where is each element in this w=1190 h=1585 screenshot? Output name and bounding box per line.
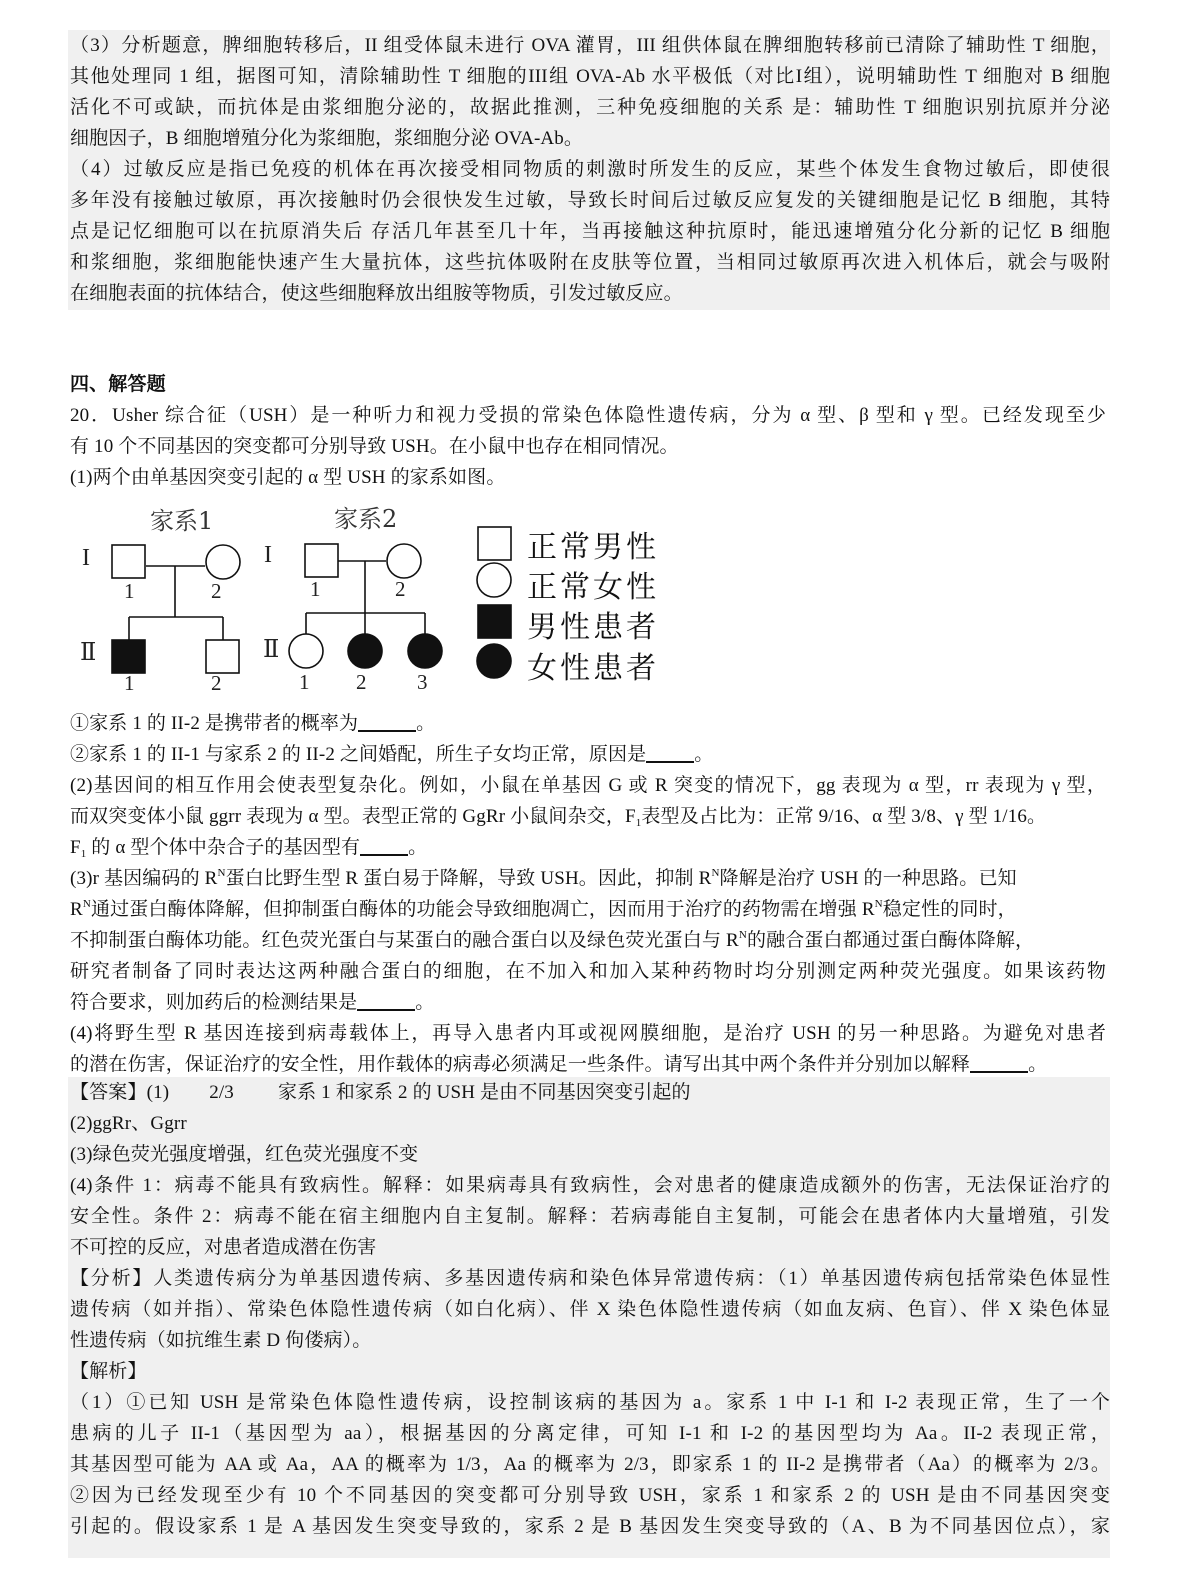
explanation-line: ②因为已经发现至少有 10 个不同基因的突变都可分别导致 USH，家系 1 和家系 2 的 USH 是由不同基因突变 [70,1485,1110,1506]
explanation-line: 引起的。假设家系 1 是 A 基因发生突变导致的，家系 2 是 B 基因发生突变导致的（A、B 为不同基因位点），家 [70,1516,1110,1537]
answer-line: 安全性。条件 2：病毒不能在宿主细胞内自主复制。解释：若病毒能自主复制，可能会在患者体内大量增殖，引发 [70,1206,1110,1227]
analysis-line: 其他处理同 1 组，据图可知，清除辅助性 T 细胞的III组 OVA-Ab 水平极低（对比I组），说明辅助性 T 细胞对 B 细胞 [70,66,1110,87]
section-heading: 四、解答题 [70,374,166,395]
analysis-line: （4）过敏反应是指已免疫的机体在再次接受相同物质的刺激时所发生的反应，某些个体发生食物过敏后，即使很 [70,159,1110,180]
analysis-line: 【分析】人类遗传病分为单基因遗传病、多基因遗传病和染色体异常遗传病：（1）单基因遗传病包括常染色体显性 [70,1268,1110,1289]
individual-number: 1 [124,579,135,603]
legend-label: 女性患者 [527,651,659,686]
analysis-line: 性遗传病（如抗维生素 D 佝偻病）。 [70,1330,372,1351]
legend-label: 男性患者 [527,610,659,645]
subquestion-2: $F_1$ 的 α 型个体中杂合子的基因型有 。 [70,837,428,860]
affected-female-symbol [408,634,442,668]
analysis-line: 遗传病（如并指）、常染色体隐性遗传病（如白化病）、伴 X 染色体隐性遗传病（如血友病、色盲）、伴 X 染色体显 [70,1299,1110,1320]
individual-number: 2 [211,671,222,695]
generation-label: I [264,542,272,568]
question-line: (1)两个由单基因突变引起的 α 型 USH 的家系如图。 [70,467,506,488]
explanation-label: 【解析】 [70,1361,147,1382]
normal-female-symbol [387,544,421,578]
subquestion-4: 的潜在伤害，保证治疗的安全性，用作载体的病毒必须满足一些条件。请写出其中两个条件并分别加以解释 。 [70,1054,1048,1075]
answer-label: 【答案】 [70,1082,147,1103]
question-line: 有 10 个不同基因的突变都可分别导致 USH。在小鼠中也存在相同情况。 [70,436,679,457]
analysis-line: 点是记忆细胞可以在抗原消失后 存活几年甚至几十年，当再接触这种抗原时，能迅速增殖分化分新的记忆 B 细胞 [70,221,1110,242]
pedigree-figure [70,495,670,695]
individual-number: 1 [299,670,310,694]
answer-block [68,1077,1110,1558]
answer-blank [360,836,408,856]
individual-number: 1 [124,671,135,695]
generation-label: Ⅱ [80,640,97,666]
individual-number: 1 [310,577,321,601]
analysis-line: 多年没有接触过敏原，再次接触时仍会很快发生过敏，导致长时间后过敏反应复发的关键细胞是记忆 B 细胞，其特 [70,190,1110,211]
previous-analysis-block [68,30,1110,310]
subquestion-3: (3)r 基因编码的 $R^N$蛋白比野生型 R 蛋白易于降解，导致 USH。因此，抑制 $R^N$降解是治疗 USH 的一种思路。已知 [70,867,1017,889]
individual-number: 3 [417,670,428,694]
subquestion-3: 不抑制蛋白酶体功能。红色荧光蛋白与某蛋白的融合蛋白以及绿色荧光蛋白与 $R^N$的融合蛋白都通过蛋白酶体降解， [70,929,1035,951]
normal-female-symbol [206,545,240,579]
answer-blank [646,743,694,763]
generation-label: Ⅱ [263,637,280,663]
explanation-line: 患病的儿子 II-1（基因型为 aa），根据基因的分离定律，可知 I-1 和 I-2 的基因型均为 Aa。II-2 表现正常， [70,1423,1110,1444]
legend-label: 正常男性 [527,530,659,565]
normal-female-symbol [289,634,323,668]
question-line: 20．Usher 综合征（USH）是一种听力和视力受损的常染色体隐性遗传病，分为 α 型、β 型和 γ 型。已经发现至少 [70,405,1106,426]
legend-affected-male-icon [478,605,511,638]
legend-label: 正常女性 [527,570,659,605]
legend-affected-female-icon [477,644,511,678]
answer-line: (4)条件 1：病毒不能具有致病性。解释：如果病毒具有致病性，会对患者的健康造成额外的伤害，无法保证治疗的 [70,1175,1110,1196]
sub-questions [70,708,1106,1080]
subquestion-1b: ②家系 1 的 II-1 与家系 2 的 II-2 之间婚配，所生子女均正常，原因是 。 [70,744,714,765]
analysis-line: 在细胞表面的抗体结合，使这些细胞释放出组胺等物质，引发过敏反应。 [70,283,683,304]
individual-number: 2 [395,577,406,601]
individual-number: 2 [356,670,367,694]
subquestion-2: (2)基因间的相互作用会使表型复杂化。例如，小鼠在单基因 G 或 R 突变的情况下，gg 表现为 α 型，rr 表现为 γ 型， [70,775,1106,796]
legend-normal-male-icon [478,527,511,560]
explanation-line: （1）①已知 USH 是常染色体隐性遗传病，设控制该病的基因为 a。家系 1 中 I-1 和 I-2 表现正常，生了一个 [70,1392,1110,1413]
affected-male-symbol [112,640,145,673]
analysis-line: 活化不可或缺，而抗体是由浆细胞分泌的，故据此推测，三种免疫细胞的关系 是：辅助性 T 细胞识别抗原并分泌 [70,97,1110,118]
family2-title: 家系2 [334,505,398,533]
analysis-line: 和浆细胞，浆细胞能快速产生大量抗体，这些抗体吸附在皮肤等位置，当相同过敏原再次进入机体后，就会与吸附 [70,252,1110,273]
answer-line: 【答案】(1) 2/3 家系 1 和家系 2 的 USH 是由不同基因突变引起的 [70,1082,691,1103]
family1-title: 家系1 [150,507,214,535]
question-intro [70,400,1106,493]
answer-blank [357,991,415,1011]
answer-line: (3)绿色荧光强度增强，红色荧光强度不变 [70,1144,419,1165]
answer-line: 不可控的反应，对患者造成潜在伤害 [70,1237,377,1258]
subquestion-2: 而双突变体小鼠 ggrr 表现为 α 型。表型正常的 GgRr 小鼠间杂交，$F_1$表型及占比为：正常 9/16、α 型 3/8、γ 型 1/16。 [70,806,1047,829]
analysis-line: 细胞因子，B 细胞增殖分化为浆细胞，浆细胞分泌 OVA-Ab。 [70,128,584,149]
analysis-line: （3）分析题意，脾细胞转移后，II 组受体鼠未进行 OVA 灌胃，III 组供体鼠在脾细胞转移前已清除了辅助性 T 细胞， [70,35,1110,56]
individual-number: 2 [211,579,222,603]
subquestion-4: (4)将野生型 R 基因连接到病毒载体上，再导入患者内耳或视网膜细胞，是治疗 USH 的另一种思路。为避免对患者 [70,1023,1106,1044]
answer-blank [358,712,416,732]
normal-male-symbol [206,640,239,673]
generation-label: I [82,545,90,571]
explanation-line: 其基因型可能为 AA 或 Aa，AA 的概率为 1/3，Aa 的概率为 2/3，即家系 1 的 II-2 是携带者（Aa）的概率为 2/3。 [70,1454,1110,1475]
legend-normal-female-icon [477,563,511,597]
subquestion-3: 符合要求，则加药后的检测结果是 。 [70,992,435,1013]
subquestion-3: $R^N$通过蛋白酶体降解，但抑制蛋白酶体的功能会导致细胞凋亡，因而用于治疗的药物需在增强 $R^N$稳定性的同时， [70,898,1017,920]
affected-female-symbol [348,634,382,668]
subquestion-1a: ①家系 1 的 II-2 是携带者的概率为 。 [70,713,436,734]
answer-blank [970,1053,1028,1073]
normal-male-symbol [305,544,338,577]
subquestion-3: 研究者制备了同时表达这两种融合蛋白的细胞，在不加入和加入某种药物时均分别测定两种荧光强度。如果该药物 [70,961,1106,982]
answer-line: (2)ggRr、Ggrr [70,1113,187,1134]
normal-male-symbol [112,545,145,578]
